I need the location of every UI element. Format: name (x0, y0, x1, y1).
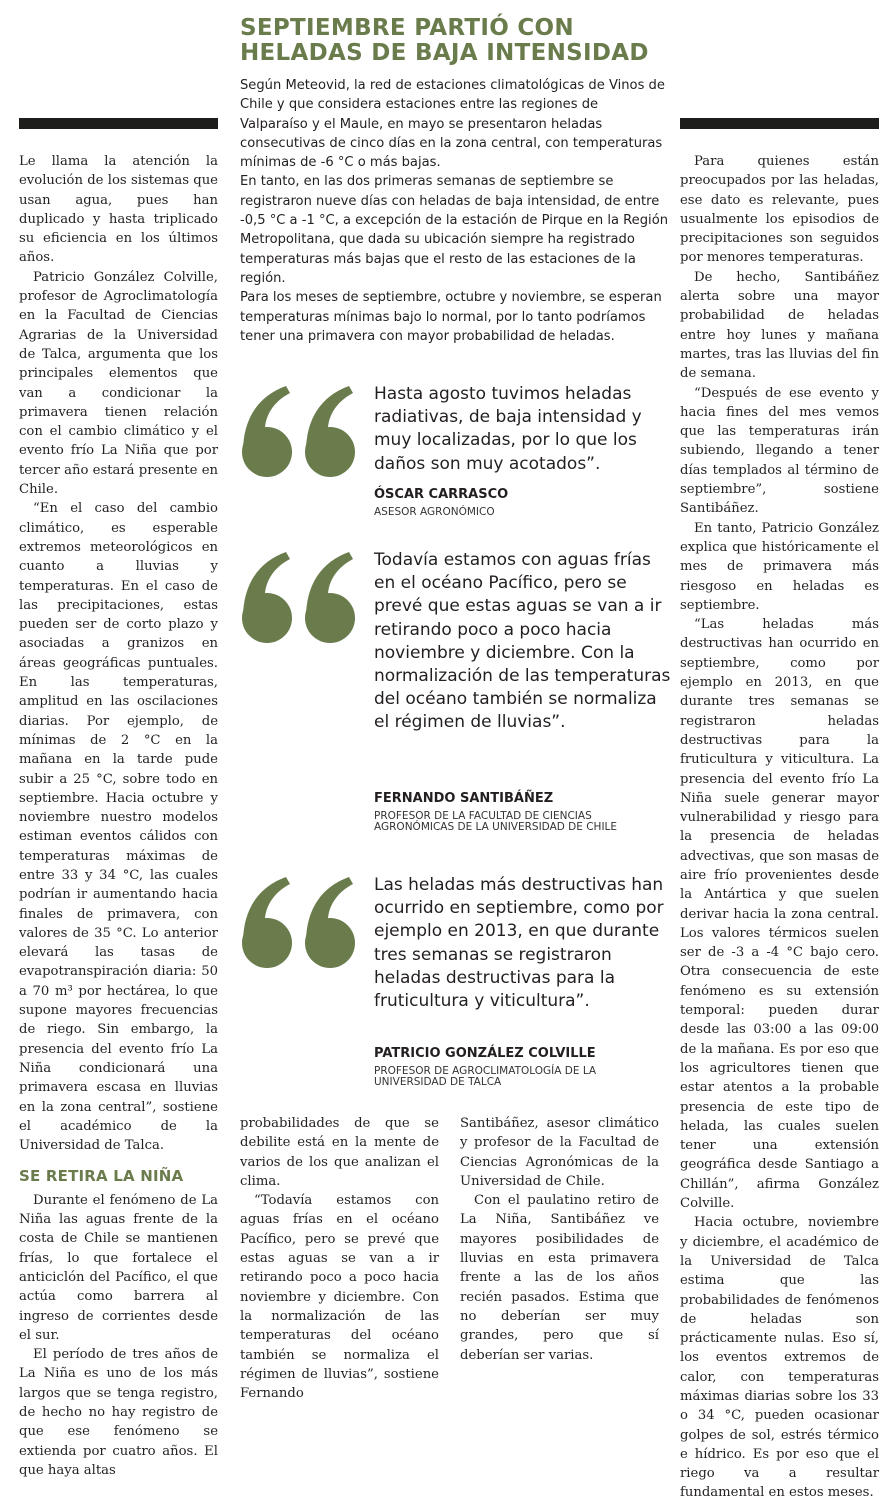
body-paragraph: Patricio González Colville, profesor de Agroclimatología en la Facultad de Ciencias Agrarias de la Universidad de Talca, argumenta que los principales elementos que van a condicionar la primavera tienen relación con el cambio climático y el evento frío La Niña que por tercer año estará presente en Chile. (19, 269, 218, 498)
body-paragraph: probabilidades de que se debilite está en la mente de varios de los que analizan el clima. (240, 1116, 439, 1189)
body-paragraph: En tanto, Patricio González explica que históricamente el mes de primavera más riesgoso en heladas es septiembre. (680, 520, 879, 613)
body-paragraph: Con el paulatino retiro de La Niña, Santibáñez ve mayores posibilidades de lluvias en esta primavera frente a las de los años recién pasados. Estima que no deberían ser muy grandes, pero que sí deberían ser varias. (460, 1193, 659, 1363)
quote-mark-icon (240, 383, 365, 478)
body-paragraph: Santibáñez, asesor climático y profesor de la Facultad de Ciencias Agronómicas de la Universidad de Chile. (460, 1116, 659, 1189)
intro-paragraph: Para los meses de septiembre, octubre y noviembre, se esperan temperaturas mínimas bajo lo normal, por lo tanto podríamos tener una primavera con mayor probabilidad de heladas. (240, 290, 662, 344)
body-paragraph: “Después de ese evento y hacia fines del mes vemos que las temperaturas irán subiendo, llegando a tener días templados al término de septiembre”, sostiene Santibáñez. (680, 385, 879, 517)
headline-line-2: HELADAS DE BAJA INTENSIDAD (240, 40, 649, 66)
quote-author-role: PROFESOR DE LA FACULTAD DE CIENCIAS AGRONÓMICAS DE LA UNIVERSIDAD DE CHILE (374, 810, 618, 833)
body-paragraph: Para quienes están preocupados por las heladas, ese dato es relevante, pues usualmente los episodios de precipitaciones son seguidos por menores temperaturas. (680, 154, 879, 266)
left-column (19, 152, 218, 1480)
pull-quote-santibanez (240, 549, 670, 849)
quote-author-role: PROFESOR DE AGROCLIMATOLOGÍA DE LA UNIVERSIDAD DE TALCA (374, 1065, 597, 1088)
intro-paragraph: Según Meteovid, la red de estaciones climatológicas de Vinos de Chile y que considera estaciones entre las regiones de Valparaíso y el Maule, en mayo se presentaron heladas consecutivas de cinco días en la zona central, con temperaturas mínimas de -6 °C o más bajas. (240, 78, 665, 171)
article-headline (240, 16, 680, 66)
bottom-middle-column (240, 1114, 439, 1403)
quote-text: Todavía estamos con aguas frías en el océano Pacífico, pero se prevé que estas aguas se van a ir retirando poco a poco hacia noviembre y diciembre. Con la normalización de las temperaturas del océano también se normaliza el régimen de lluvias”. (374, 550, 671, 733)
body-paragraph: De hecho, Santibáñez alerta sobre una mayor probabilidad de heladas entre hoy lunes y mañana martes, tras las lluvias del fin de semana. (680, 269, 879, 382)
bottom-right-center-column (460, 1114, 659, 1365)
body-paragraph: “Todavía estamos con aguas frías en el océano Pacífico, pero se prevé que estas aguas se van a ir retirando poco a poco hacia noviembre y diciembre. Con la normalización de las temperaturas del océano también se normaliza el régimen de lluvias”, sostiene Fernando (240, 1193, 439, 1402)
right-column-rule (680, 118, 879, 129)
body-paragraph: El período de tres años de La Niña es uno de los más largos que se tenga registro, de hecho no hay registro de que ese fenómeno se extienda por cuatro años. El que haya altas (19, 1347, 218, 1478)
quote-author: PATRICIO GONZÁLEZ COLVILLE (374, 1046, 596, 1061)
intro-paragraph: En tanto, en las dos primeras semanas de septiembre se registraron nueve días con heladas de baja intensidad, de entre -0,5 °C a -1 °C, a excepción de la estación de Pirque en la Región Metropolitana, que dada su ubicación siempre ha registrado temperaturas más bajas que el resto de las estaciones de la región. (240, 174, 669, 286)
body-paragraph: “Las heladas más destructivas han ocurrido en septiembre, como por ejemplo en 2013, en que durante tres semanas se registraron heladas destructivas para la fruticultura y viticultura. La presencia del evento frío La Niña suele generar mayor vulnerabilidad y riesgo para la presencia de heladas advectivas, que son masas de aire frío provenientes desde la Antártica y que suelen derivar hacia la zona central. Los valores térmicos suelen ser de -3 a -4 °C bajo cero. Otra consecuencia de este fenómeno es su extensión temporal: pueden durar desde las 03:00 a las 09:00 de la mañana. Es por eso que los agricultores tienen que estar atentos a la probable presencia de este tipo de helada, las cuales suelen tener una extensión geográfica desde Santiago a Chillán”, afirma González Colville. (680, 617, 879, 1212)
quote-author-role: ASESOR AGRONÓMICO (374, 506, 495, 518)
quote-mark-icon (240, 874, 365, 969)
body-paragraph: “En el caso del cambio climático, es esperable extremos meteorológicos en cuanto a lluvias y temperaturas. En el caso de las precipitaciones, estas pueden ser de corto plazo y asociadas a granizos en áreas geográficas puntuales. En las temperaturas, amplitud en las oscilaciones diarias. Por ejemplo, de mínimas de 2 °C en la mañana en la tarde pude subir a 25 °C, sobre todo en septiembre. Hacia octubre y noviembre nuestro modelos estiman eventos cálidos con temperaturas máximas de entre 33 y 34 °C, las cuales podrían ir aumentando hacia finales de primavera, con valores de 35 °C. Lo anterior elevará las tasas de evapotranspiración diaria: 50 a 70 m³ por hectárea, lo que supone mayores frecuencias de riego. Sin embargo, la presencia del evento frío La Niña condicionará una primavera escasa en lluvias en la zona central”, sostiene el académico de la Universidad de Talca. (19, 501, 218, 1154)
right-column (680, 152, 879, 1503)
quote-author: ÓSCAR CARRASCO (374, 487, 509, 502)
quote-author: FERNANDO SANTIBÁÑEZ (374, 791, 554, 806)
section-subheading: SE RETIRA LA NIÑA (19, 1167, 184, 1186)
quote-text: Hasta agosto tuvimos heladas radiativas, de baja intensidad y muy localizadas, por lo que los daños son muy acotados”. (374, 384, 642, 474)
body-paragraph: Durante el fenómeno de La Niña las aguas frente de la costa de Chile se mantienen frías, lo que fortalece el anticiclón del Pacífico, el que actúa como barrera al ingreso de corrientes desde el sur. (19, 1192, 218, 1343)
pull-quote-gonzalez (240, 874, 670, 1094)
intro-text (240, 76, 670, 346)
quote-text: Las heladas más destructivas han ocurrido en septiembre, como por ejemplo en 2013, en que durante tres semanas se registraron heladas destructivas para la fruticultura y viticultura”. (374, 875, 664, 1012)
left-column-rule (19, 118, 218, 129)
body-paragraph: Hacia octubre, noviembre y diciembre, el académico de la Universidad de Talca estima que las probabilidades de fenómenos de heladas son prácticamente nulas. Eso sí, los eventos extremos de calor, con temperaturas máximas diarias sobre los 33 o 34 °C, pueden ocasionar golpes de sol, estrés térmico e hídrico. Es por eso que el riego va a resultar fundamental en estos meses. (680, 1215, 879, 1501)
headline-line-1: SEPTIEMBRE PARTIÓ CON (240, 15, 574, 41)
quote-mark-icon (240, 549, 365, 644)
pull-quote-carrasco (240, 383, 670, 523)
body-paragraph: Le llama la atención la evolución de los sistemas que usan agua, pues han duplicado y hasta triplicado su eficiencia en los últimos años. (19, 154, 218, 266)
